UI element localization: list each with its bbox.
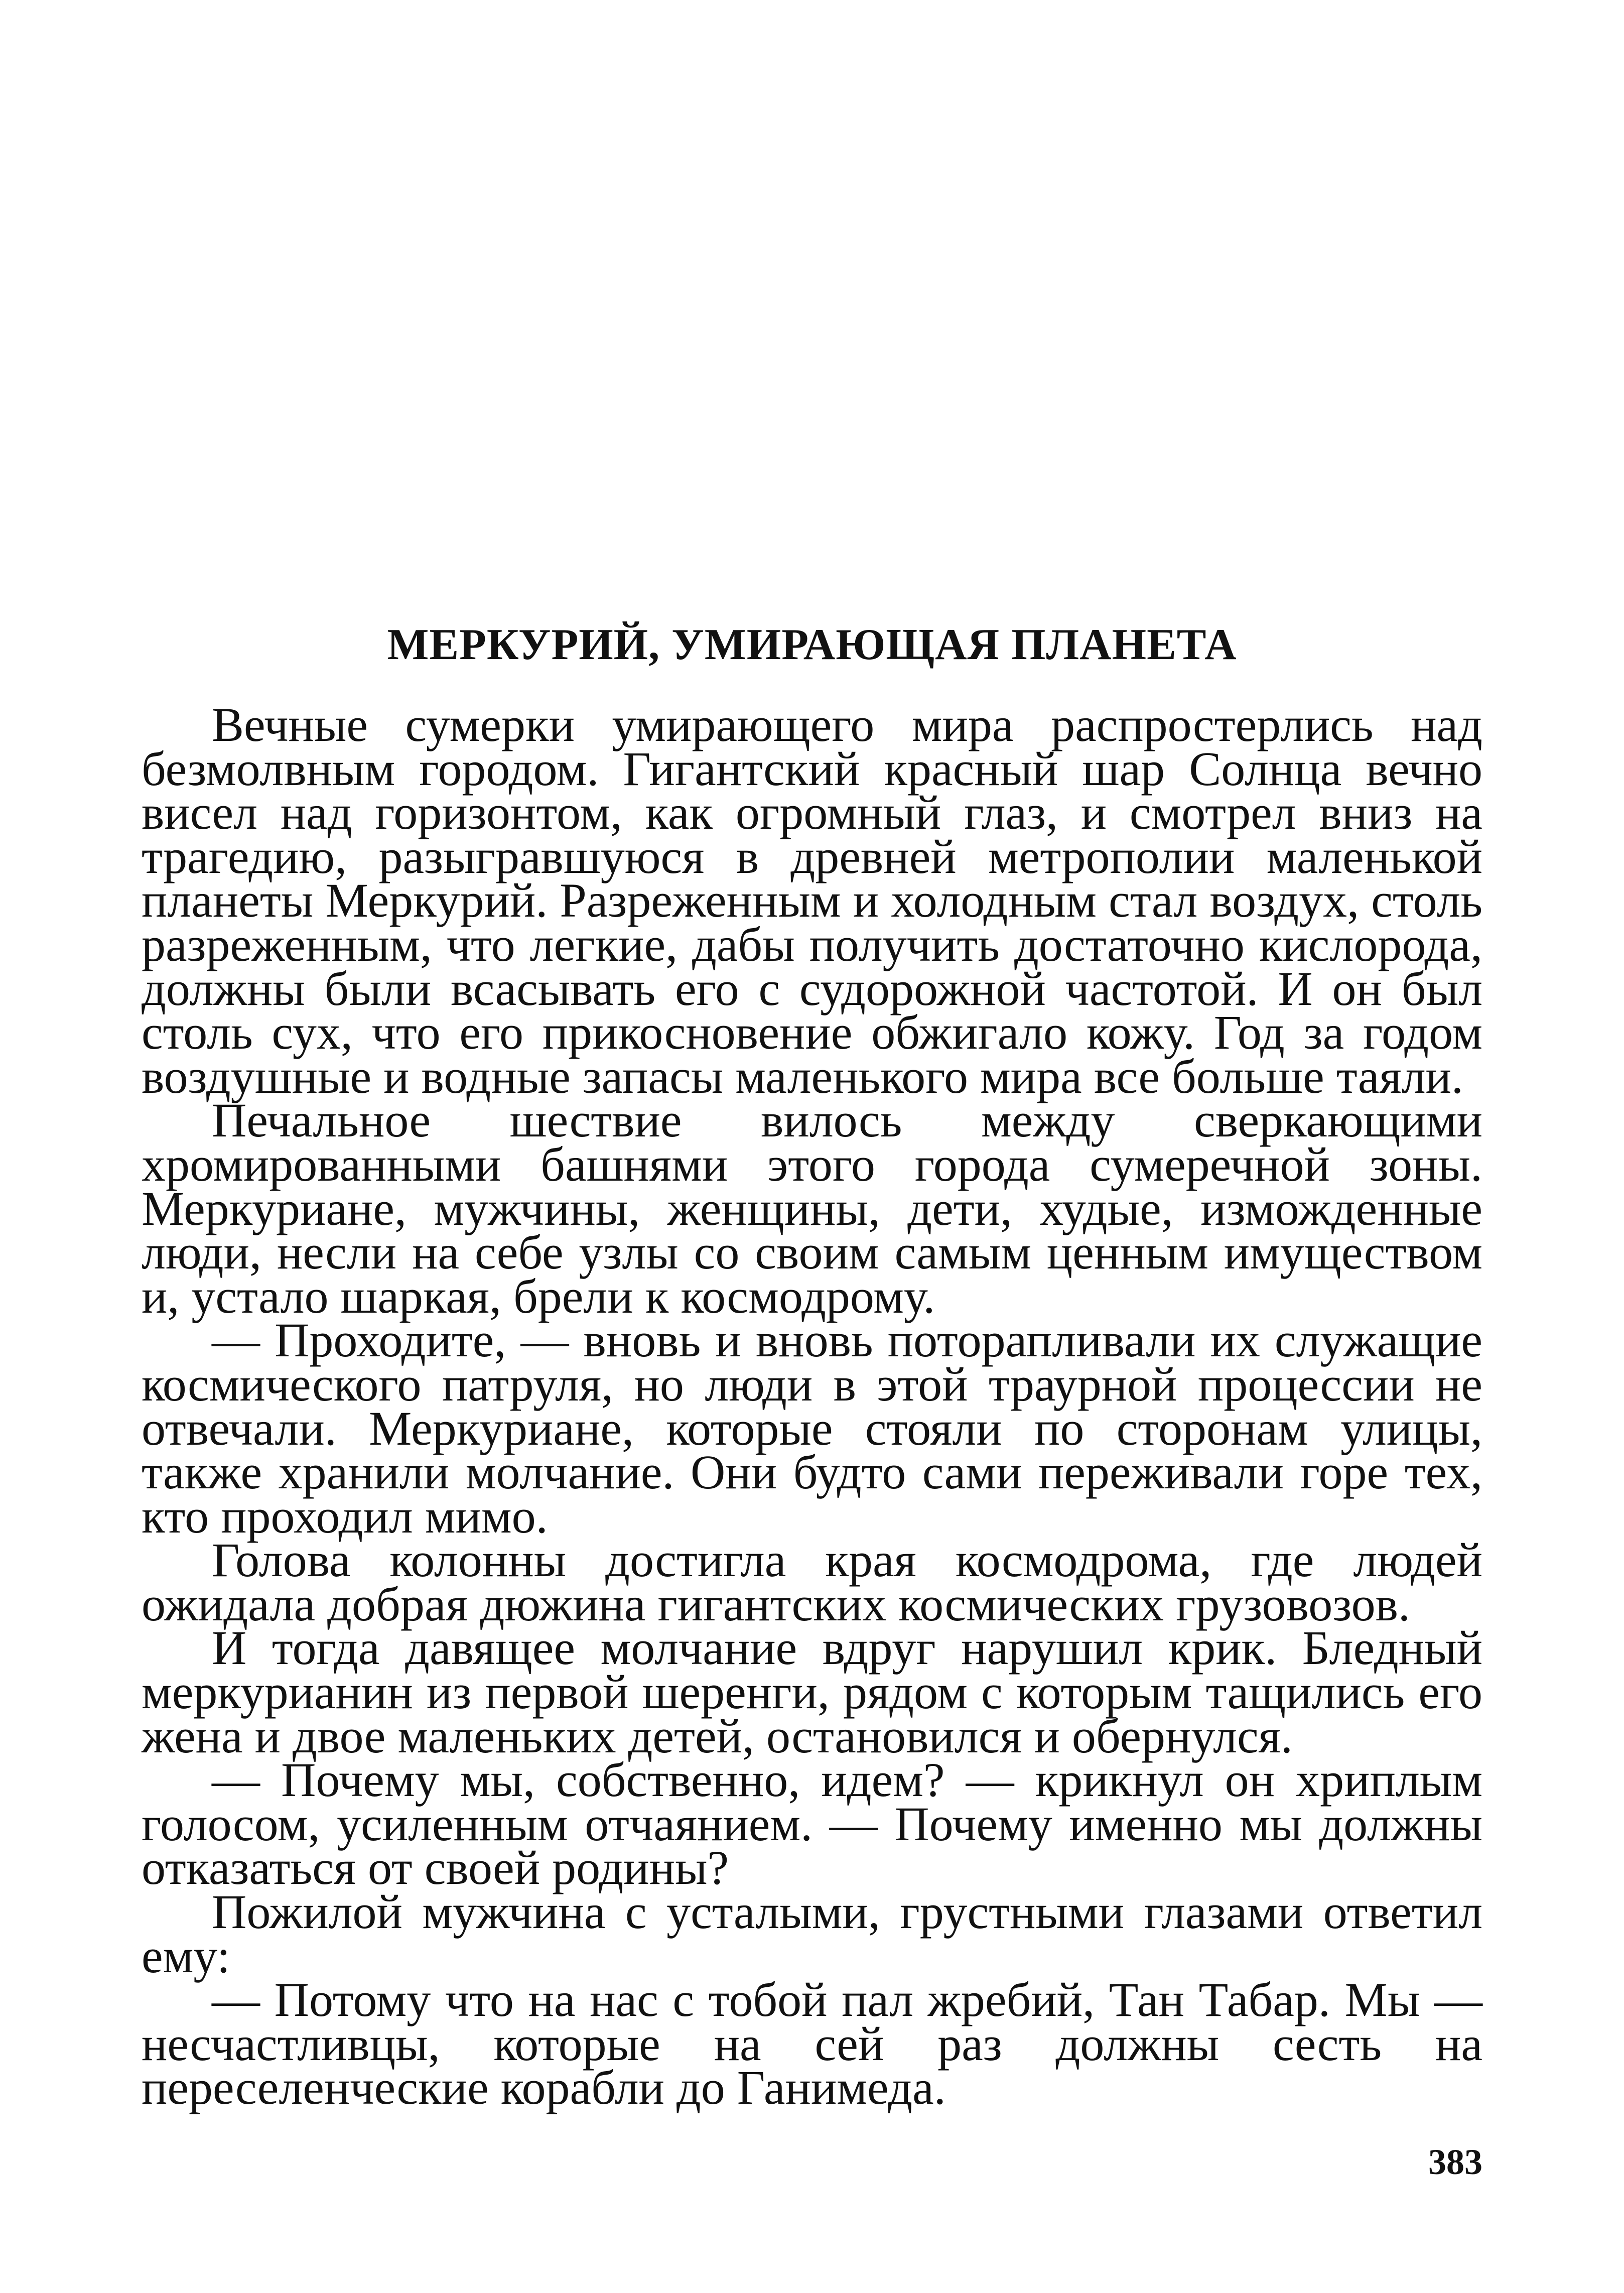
paragraph: И тогда давящее молчание вдруг нарушил крик. Бледный меркурианин из первой шеренги, рядом с которым тащились его жена и двое маленьких детей, остановился и обернулся.	[142, 1621, 1482, 1763]
paragraph: Печальное шествие вилось между сверкающими хромированными башнями этого города сумеречной зоны. Меркуриане, мужчины, женщины, дети, худые, изможденные люди, несли на себе узлы со своим самым ценным имуществом и, устало шаркая, брели к космодрому.	[142, 1093, 1482, 1323]
paragraph: Вечные сумерки умирающего мира распростерлись над безмолвным городом. Гигантский красный шар Солнца вечно висел над горизонтом, как огромный глаз, и смотрел вниз на трагедию, разыгравшуюся в древней метрополии маленькой планеты Меркурий. Разреженным и холодным стал воздух, столь разреженным, что легкие, дабы получить достаточно кислорода, должны были всасывать его с судорожной частотой. И он был столь сух, что его прикосновение обжигало кожу. Год за годом воздушные и водные запасы маленького мира все больше таяли.	[142, 698, 1482, 1103]
paragraph: — Потому что на нас с тобой пал жребий, Тан Табар. Мы — несчастливцы, которые на сей раз должны сесть на переселенческие корабли до Ганимеда.	[142, 1973, 1482, 2115]
paragraph: — Проходите, — вновь и вновь поторапливали их служащие космического патруля, но люди в этой траурной процессии не отвечали. Меркуриане, которые стояли по сторонам улицы, также хранили молчание. Они будто сами переживали горе тех, кто проходил мимо.	[142, 1313, 1482, 1543]
paragraph: — Почему мы, собственно, идем? — крикнул он хриплым голосом, усиленным отчаянием. — Почему именно мы должны отказаться от своей родины?	[142, 1753, 1482, 1895]
paragraph: Голова колонны достигла края космодрома, где людей ожидала добрая дюжина гигантских космических грузовозов.	[142, 1533, 1482, 1631]
page-number: 383	[1428, 2142, 1482, 2182]
chapter-title: МЕРКУРИЙ, УМИРАЮЩАЯ ПЛАНЕТА	[387, 620, 1237, 669]
paragraph: Пожилой мужчина с усталыми, грустными глазами ответил ему:	[142, 1885, 1482, 1983]
body-text	[142, 698, 1482, 2115]
